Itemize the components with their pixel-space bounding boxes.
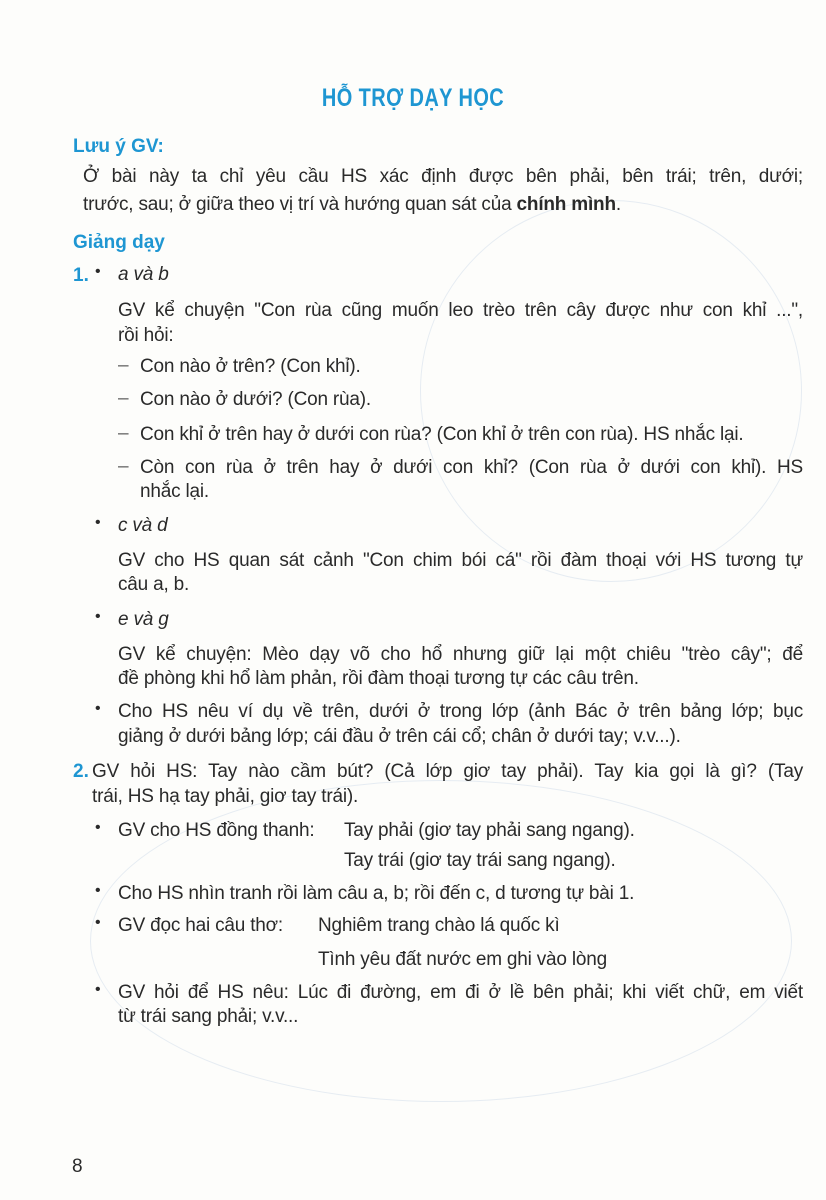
label: e và g bbox=[118, 609, 169, 630]
background-illustration bbox=[420, 200, 802, 582]
poem-label: GV đọc hai câu thơ: bbox=[118, 915, 283, 936]
text-line: GV kể chuyện "Con rùa cũng muốn leo trèo trên cây được như con khỉ ...", bbox=[118, 300, 803, 321]
dash-marker: – bbox=[118, 456, 129, 477]
text-line: GV hỏi để HS nêu: Lúc đi đường, em đi ở lề bên phải; khi viết chữ, em viết bbox=[118, 982, 803, 1003]
page-number: 8 bbox=[72, 1156, 83, 1177]
question: nhắc lại. bbox=[140, 481, 209, 502]
subsection-label bbox=[118, 608, 169, 632]
note-heading: Lưu ý GV: bbox=[73, 136, 164, 157]
poem-line: Tình yêu đất nước em ghi vào lòng bbox=[318, 949, 607, 970]
text: trước, sau; ở giữa theo vị trí và hướng quan sát của bbox=[83, 194, 517, 215]
dash-marker: – bbox=[118, 388, 129, 409]
emphasis: chính mình bbox=[516, 194, 616, 215]
text-line: giảng ở dưới bảng lớp; cái đầu ở trên cái cổ; chân ở dưới tay; v.v...). bbox=[118, 726, 681, 747]
text-line: trái, HS hạ tay phải, giơ tay trái). bbox=[92, 786, 359, 807]
chorus-label: GV cho HS đồng thanh: bbox=[118, 820, 315, 841]
bullet-icon: • bbox=[95, 608, 101, 625]
text: . bbox=[615, 194, 621, 215]
bullet-icon: • bbox=[95, 819, 101, 836]
question: Còn con rùa ở trên hay ở dưới con khỉ? (Con rùa ở dưới con khỉ). HS bbox=[140, 457, 803, 478]
page-title: HỖ TRỢ DẠY HỌC bbox=[321, 84, 505, 112]
chorus-line: Tay phải (giơ tay phải sang ngang). bbox=[344, 820, 635, 841]
question: Con nào ở dưới? (Con rùa). bbox=[140, 389, 371, 410]
text-line: rồi hỏi: bbox=[118, 325, 174, 346]
subsection-label bbox=[118, 514, 168, 538]
subsection-label bbox=[118, 263, 169, 287]
note-line: Ở bài này ta chỉ yêu cầu HS xác định được bên phải, bên trái; trên, dưới; bbox=[83, 166, 803, 187]
item-number: 1. bbox=[73, 265, 89, 286]
bullet-icon: • bbox=[95, 914, 101, 931]
text-line: đề phòng khi hổ làm phản, rồi đàm thoại tương tự các câu trên. bbox=[118, 668, 639, 689]
text-line: GV kể chuyện: Mèo dạy võ cho hổ nhưng giữ lại một chiêu "trèo cây"; để bbox=[118, 644, 803, 665]
item-number: 2. bbox=[73, 761, 89, 782]
text-line: Cho HS nhìn tranh rồi làm câu a, b; rồi đến c, d tương tự bài 1. bbox=[118, 883, 635, 904]
dash-marker: – bbox=[118, 355, 129, 376]
question: Con nào ở trên? (Con khỉ). bbox=[140, 356, 361, 377]
teaching-heading: Giảng dạy bbox=[73, 232, 165, 253]
text-line: GV hỏi HS: Tay nào cầm bút? (Cả lớp giơ tay phải). Tay kia gọi là gì? (Tay bbox=[92, 761, 803, 782]
label: c và d bbox=[118, 515, 168, 536]
note-line bbox=[83, 193, 621, 217]
chorus-line: Tay trái (giơ tay trái sang ngang). bbox=[344, 850, 616, 871]
text-line: GV cho HS quan sát cảnh "Con chim bói cá" rồi đàm thoại với HS tương tự bbox=[118, 550, 803, 571]
bullet-icon: • bbox=[95, 700, 101, 717]
bullet-icon: • bbox=[95, 882, 101, 899]
question: Con khỉ ở trên hay ở dưới con rùa? (Con khỉ ở trên con rùa). HS nhắc lại. bbox=[140, 424, 744, 445]
dash-marker: – bbox=[118, 423, 129, 444]
bullet-icon: • bbox=[95, 263, 101, 280]
bullet-icon: • bbox=[95, 514, 101, 531]
bullet-icon: • bbox=[95, 981, 101, 998]
label: a và b bbox=[118, 264, 169, 285]
text-line: từ trái sang phải; v.v... bbox=[118, 1006, 299, 1027]
text-line: câu a, b. bbox=[118, 574, 190, 595]
text-line: Cho HS nêu ví dụ về trên, dưới ở trong lớp (ảnh Bác ở trên bảng lớp; bục bbox=[118, 701, 803, 722]
poem-line: Nghiêm trang chào lá quốc kì bbox=[318, 915, 560, 936]
